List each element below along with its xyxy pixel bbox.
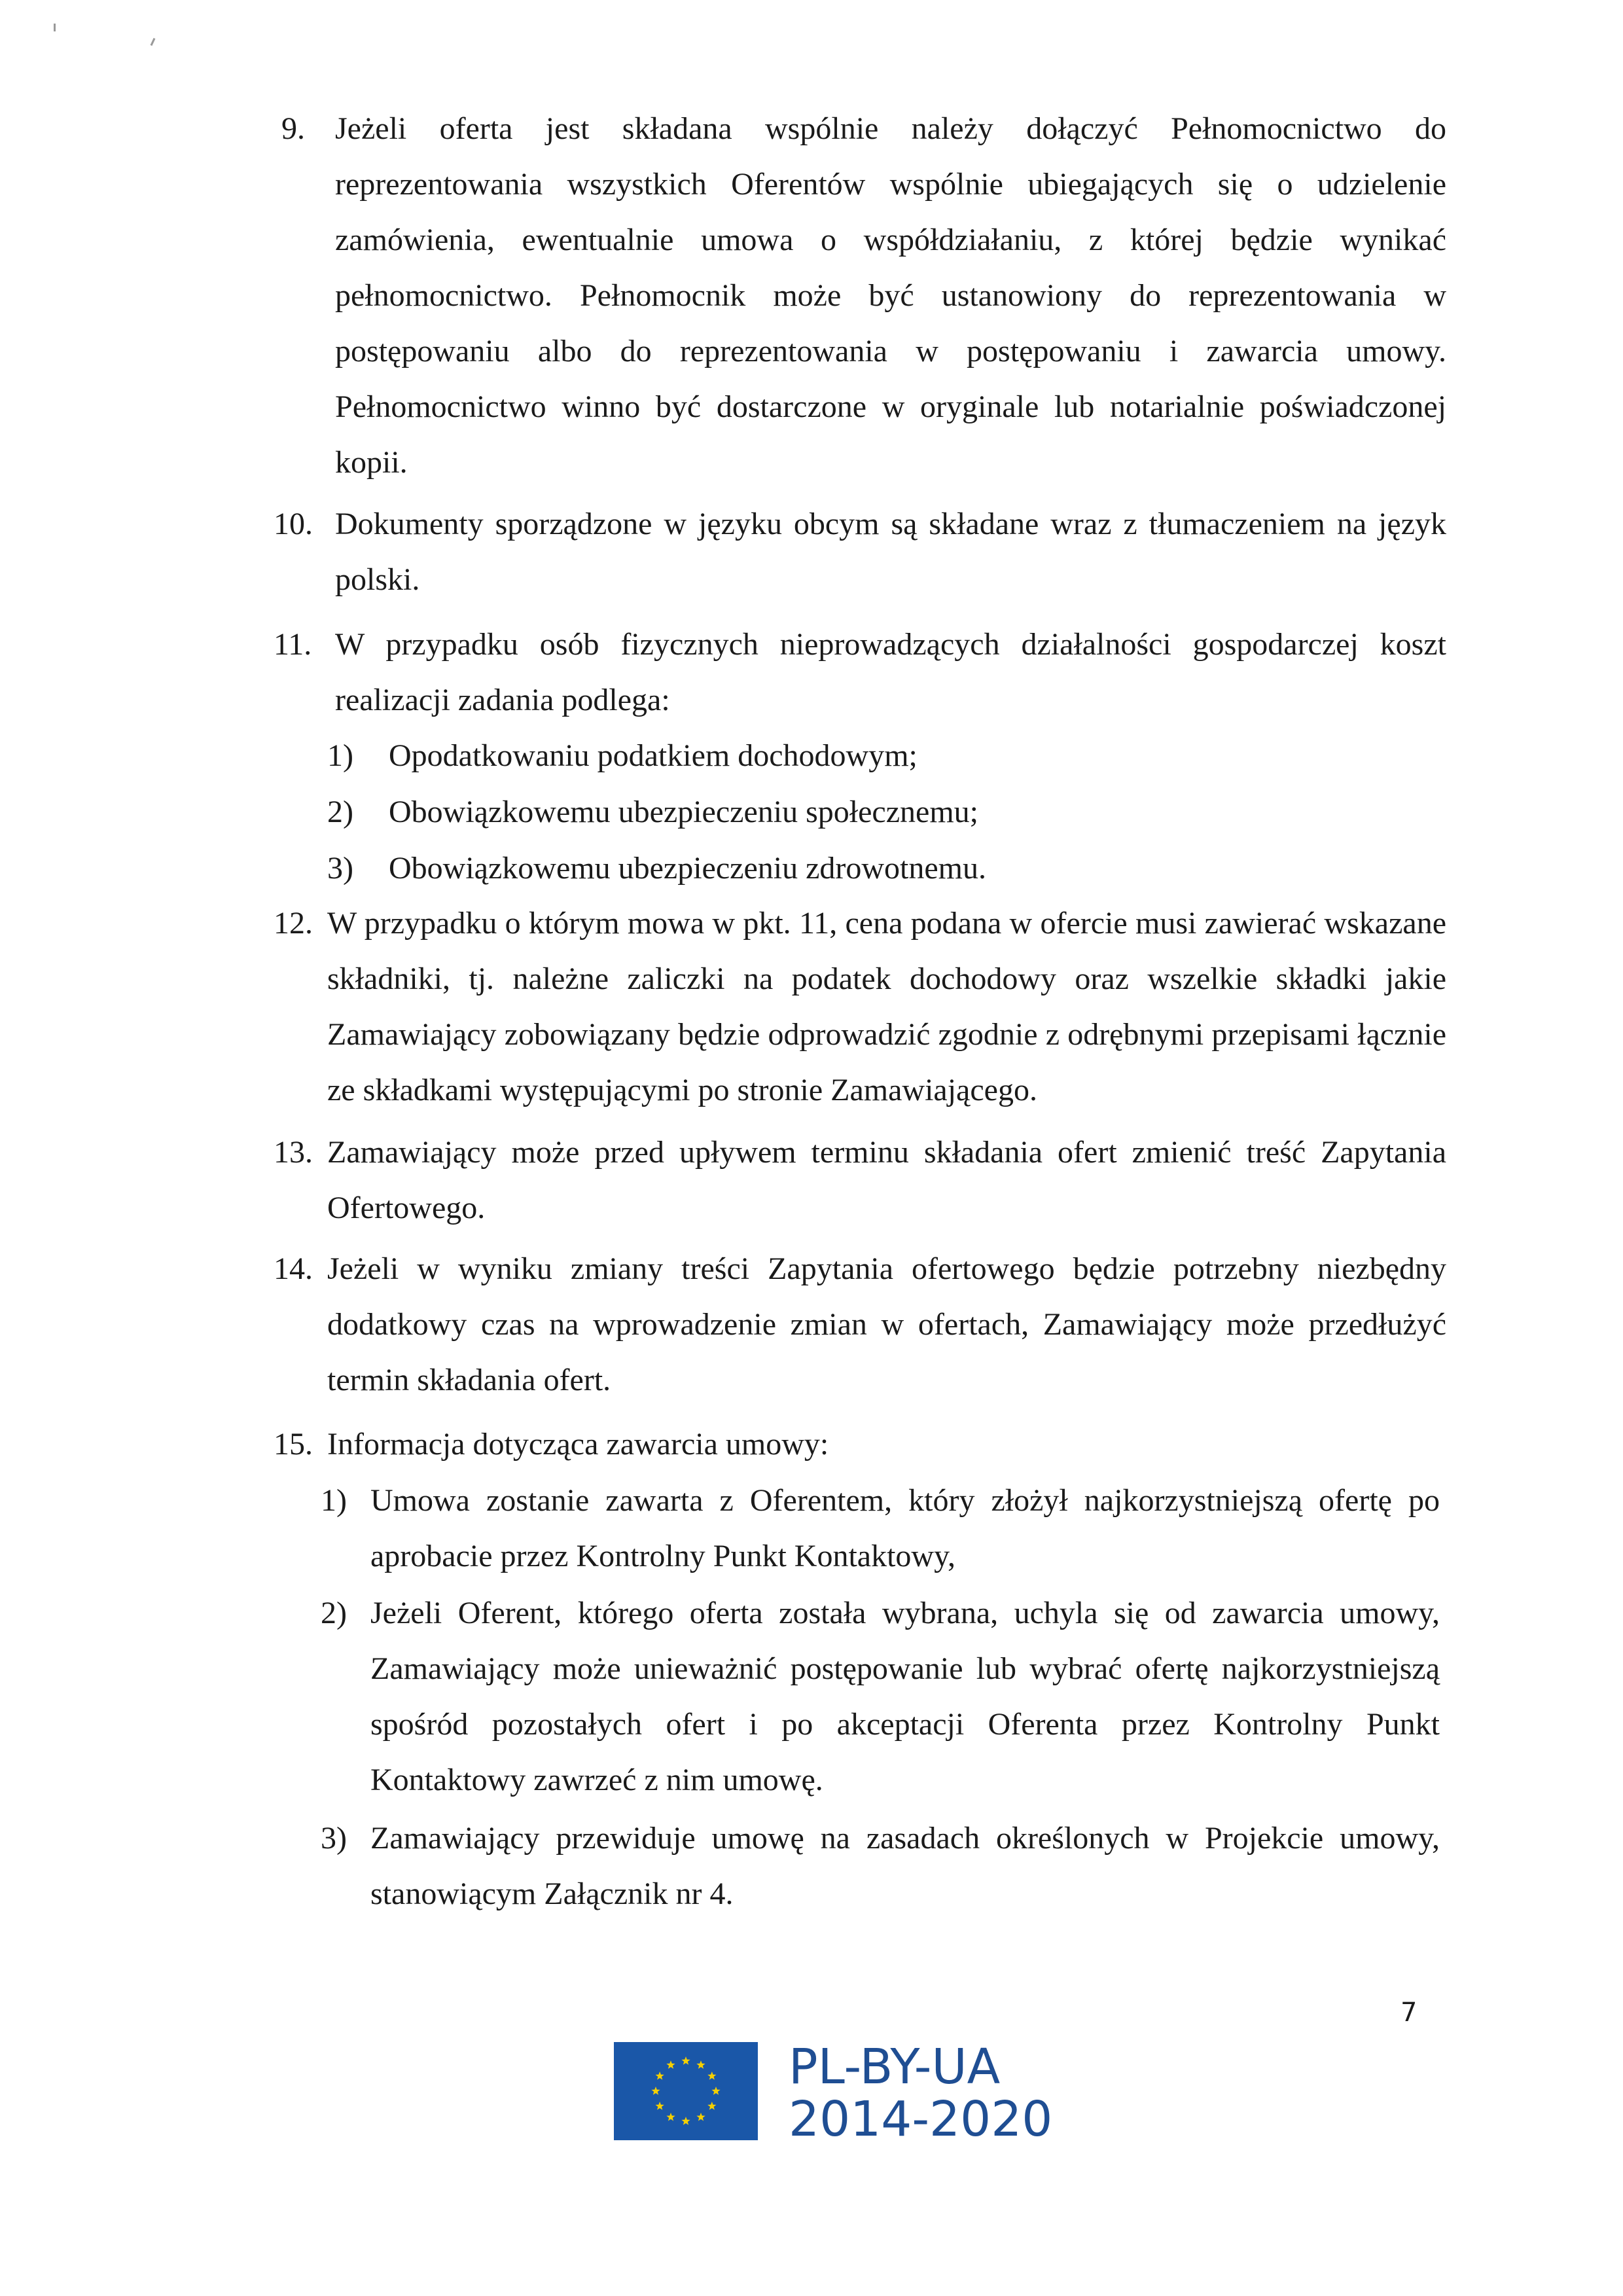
sub-item-text: Obowiązkowemu ubezpieczeniu społecznemu; bbox=[389, 795, 978, 829]
sub-item-15-1 bbox=[321, 1473, 1440, 1585]
sub-item-text: Zamawiający przewiduje umowę na zasadach określonych w Projekcie umowy, stanowiącym Załącznik nr 4. bbox=[370, 1821, 1440, 1911]
list-item-text: Jeżeli w wyniku zmiany treści Zapytania ofertowego będzie potrzebny niezbędny dodatkowy czas na wprowadzenie zmian w ofertach, Zamawiający może przedłużyć termin składania ofert. bbox=[327, 1251, 1446, 1397]
list-item-text: Dokumenty sporządzone w języku obcym są składane wraz z tłumaczeniem na język polski. bbox=[335, 507, 1446, 597]
eu-star-icon bbox=[696, 2060, 705, 2069]
scan-artifact-mark bbox=[151, 38, 156, 46]
eu-star-icon bbox=[707, 2102, 716, 2110]
sub-item-number: 3) bbox=[321, 1821, 347, 1856]
eu-star-icon bbox=[711, 2087, 720, 2095]
sub-item-15-2 bbox=[321, 1585, 1440, 1810]
eu-stars-icon bbox=[614, 2042, 758, 2140]
list-item-9 bbox=[281, 101, 1446, 493]
sub-item-number: 2) bbox=[321, 1596, 347, 1630]
sub-item-text: Opodatkowaniu podatkiem dochodowym; bbox=[389, 738, 918, 773]
eu-flag-icon bbox=[614, 2042, 758, 2140]
eu-star-icon bbox=[656, 2102, 664, 2110]
list-item-number: 15. bbox=[274, 1427, 313, 1462]
sub-item-number: 1) bbox=[321, 1483, 347, 1518]
list-item-15 bbox=[274, 1416, 1446, 1473]
eu-star-icon bbox=[681, 2117, 690, 2125]
logo-text-line2: 2014-2020 bbox=[789, 2091, 1053, 2147]
list-item-number: 13. bbox=[274, 1135, 313, 1170]
list-item-number: 14. bbox=[274, 1251, 313, 1286]
sub-item-11-2 bbox=[327, 784, 1440, 840]
list-item-12 bbox=[274, 895, 1446, 1121]
list-item-number: 12. bbox=[274, 906, 313, 941]
list-item-14 bbox=[274, 1241, 1446, 1410]
list-item-11 bbox=[274, 617, 1446, 729]
sub-item-number: 1) bbox=[327, 738, 353, 773]
sub-item-15-3 bbox=[321, 1810, 1440, 1923]
list-item-number: 10. bbox=[274, 507, 313, 541]
list-item-10 bbox=[274, 496, 1446, 609]
list-item-text: W przypadku osób fizycznych nieprowadzących działalności gospodarczej koszt realizacji zadania podlega: bbox=[335, 627, 1446, 717]
sub-item-text: Obowiązkowemu ubezpieczeniu zdrowotnemu. bbox=[389, 851, 987, 886]
eu-star-icon bbox=[681, 2056, 690, 2065]
sub-item-11-1 bbox=[327, 728, 1440, 784]
eu-star-icon bbox=[651, 2087, 660, 2095]
list-item-text: W przypadku o którym mowa w pkt. 11, cena podana w ofercie musi zawierać wskazane składniki, tj. należne zaliczki na podatek dochodowy oraz wszelkie składki jakie Zamawiający zobowiązany będzie odprowadzić zgodnie z odrębnymi przepisami łącznie ze składkami występującymi po stronie Zamawiającego. bbox=[327, 906, 1446, 1107]
eu-star-icon bbox=[707, 2072, 716, 2080]
sub-item-number: 2) bbox=[327, 795, 353, 829]
list-item-13 bbox=[274, 1124, 1446, 1237]
list-item-number: 11. bbox=[274, 627, 312, 662]
list-item-number: 9. bbox=[281, 111, 305, 146]
sub-item-text: Jeżeli Oferent, którego oferta została wybrana, uchyla się od zawarcia umowy, Zamawiający może unieważnić postępowanie lub wybrać ofertę najkorzystniejszą spośród pozostałych ofert i po akceptacji Oferenta przez Kontrolny Punkt Kontaktowy zawrzeć z nim umowę. bbox=[370, 1596, 1440, 1797]
page-number: 7 bbox=[1400, 1998, 1418, 2028]
logo-text-line1: PL-BY-UA bbox=[789, 2039, 1001, 2095]
list-item-text: Jeżeli oferta jest składana wspólnie należy dołączyć Pełnomocnictwo do reprezentowania wszystkich Oferentów wspólnie ubiegających się o udzielenie zamówienia, ewentualnie umowa o współdziałaniu, z której będzie wynikać pełnomocnictwo. Pełnomocnik może być ustanowiony do reprezentowania w postępowaniu albo do reprezentowania w postępowaniu i zawarcia umowy. Pełnomocnictwo winno być dostarczone w oryginale lub notarialnie poświadczonej kopii. bbox=[335, 111, 1446, 480]
list-item-text: Informacja dotycząca zawarcia umowy: bbox=[327, 1427, 829, 1462]
sub-item-11-3 bbox=[327, 840, 1440, 897]
eu-star-icon bbox=[666, 2113, 675, 2121]
eu-star-icon bbox=[656, 2072, 664, 2080]
eu-star-icon bbox=[696, 2113, 705, 2121]
list-item-text: Zamawiający może przed upływem terminu składania ofert zmienić treść Zapytania Ofertowego. bbox=[327, 1135, 1446, 1225]
scan-artifact-mark bbox=[54, 24, 56, 31]
eu-star-icon bbox=[666, 2060, 675, 2069]
sub-item-number: 3) bbox=[327, 851, 353, 886]
sub-item-text: Umowa zostanie zawarta z Oferentem, który złożył najkorzystniejszą ofertę po aprobacie przez Kontrolny Punkt Kontaktowy, bbox=[370, 1483, 1440, 1573]
